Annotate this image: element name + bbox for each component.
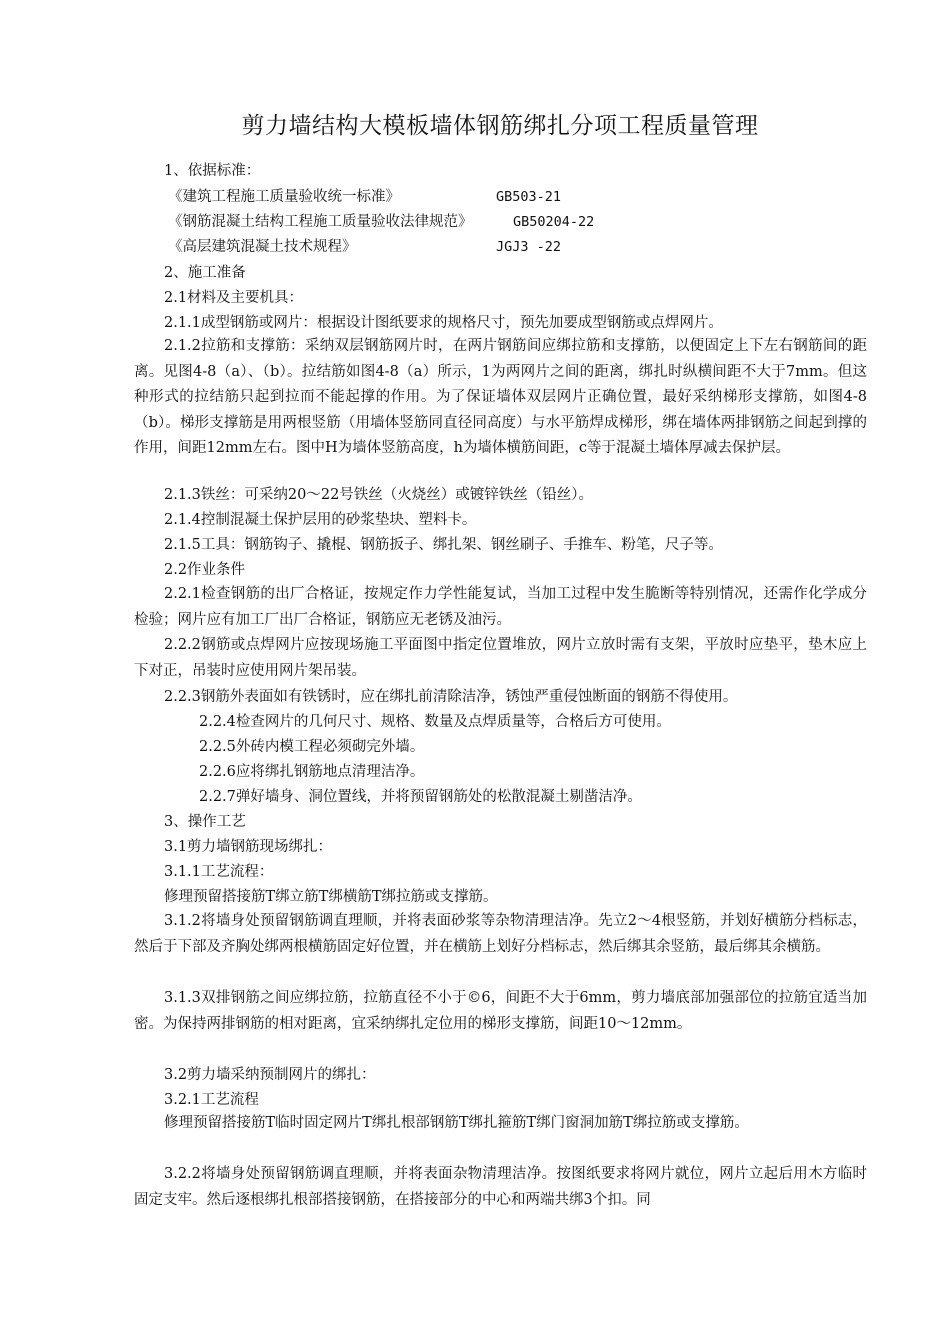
section-3-1-3: 3.1.3双排钢筋之间应绑拉筋，拉筋直径不小于©6，间距不大于6mm，剪力墙底部加强部位的拉筋宜适当加密。为保持两排钢筋的相对距离，宜采纳绑扎定位用的梯形支撑筋，间距10〜12mm。 — [134, 990, 867, 1032]
section-2-1-3: 2.1.3铁丝：可采纳20〜22号铁丝（火烧丝）或镀锌铁丝（铅丝）。 — [164, 487, 594, 503]
section-3-1-1: 3.1.1工艺流程： — [164, 864, 274, 880]
section-2-1: 2.1材料及主要机具： — [164, 290, 304, 306]
document-title: 剪力墙结构大模板墙体钢筋绑扎分项工程质量管理 — [241, 113, 759, 139]
section-2-2-2: 2.2.2钢筋或点焊网片应按现场施工平面图中指定位置堆放，网片立放时需有支架，平放时应垫平，垫木应上下对正，吊装时应使用网片架吊装。 — [134, 637, 867, 679]
section-3-2: 3.2剪力墙采纳预制网片的绑扎： — [164, 1067, 376, 1083]
section-3-1-1-flow: 修理预留搭接筋T绑立筋T绑横筋T绑拉筋或支撑筋。 — [164, 889, 498, 905]
section-2-2-3: 2.2.3钢筋外表面如有铁锈时，应在绑扎前清除洁净，锈蚀严重侵蚀断面的钢筋不得使用。 — [164, 689, 738, 705]
section-3-1: 3.1剪力墙钢筋现场绑扎： — [164, 839, 333, 855]
section-2-2-4: 2.2.4检查网片的几何尺寸、规格、数量及点焊质量等，合格后方可使用。 — [199, 714, 671, 730]
section-1-heading: 1、依据标准： — [164, 163, 261, 179]
section-2-2-6: 2.2.6应将绑扎钢筋地点清理洁净。 — [199, 764, 425, 780]
section-2-2: 2.2作业条件 — [164, 562, 246, 578]
section-3-2-2: 3.2.2将墙身处预留钢筋调直理顺，并将表面杂物清理洁净。按图纸要求将网片就位，网片立起后用木方临时固定支牢。然后逐根绑扎根部搭接钢筋，在搭接部分的中心和两端共绑3个扣。同 — [134, 1166, 867, 1208]
section-2-2-1: 2.2.1检查钢筋的出厂合格证，按规定作力学性能复试，当加工过程中发生脆断等特别情况，还需作化学成分检验；网片应有加工厂出厂合格证，钢筋应无老锈及油污。 — [134, 586, 867, 628]
section-3-1-2: 3.1.2将墙身处预留钢筋调直理顺，并将表面砂浆等杂物清理洁净。先立2〜4根竖筋，并划好横筋分档标志，然后于下部及齐胸处绑两根横筋固定好位置，并在横筋上划好分档标志，然后绑其余竖筋，最后绑其余横筋。 — [134, 913, 867, 955]
section-3-2-1: 3.2.1工艺流程 — [164, 1092, 259, 1108]
standard-name-2: 《钢筋混凝土结构工程施工质量验收法律规范》 — [168, 214, 473, 230]
section-2-1-2: 2.1.2拉筋和支撑筋：采纳双层钢筋网片时，在两片钢筋间应绑拉筋和支撑筋，以便固定上下左右钢筋间的距离。见图4-8（a）、（b）。拉结筋如图4-8（a）所示，1为两网片之间的距离，绑扎时纵横间距不大于7mm。但这种形式的拉结筋只起到拉而不能起撑的作用。为了保证墙体双层网片正确位置，最好采纳梯形支撑筋，如图4-8（b）。梯形支撑筋是用两根竖筋（用墙体竖筋同直径同高度）与水平筋焊成梯形，绑在墙体两排钢筋之间起到撑的作用，间距12mm左右。图中H为墙体竖筋高度，h为墙体横筋间距，c等于混凝土墙体厚减去保护层。 — [134, 338, 867, 456]
section-2-heading: 2、施工准备 — [164, 265, 246, 281]
standard-name-3: 《高层建筑混凝土技术规程》 — [168, 239, 357, 255]
standard-code-2: GB50204-22 — [513, 214, 595, 230]
standard-name-1: 《建筑工程施工质量验收统一标准》 — [168, 189, 400, 205]
standard-code-3: JGJ3 -22 — [496, 239, 562, 255]
section-2-2-5: 2.2.5外砖内模工程必须砌完外墙。 — [199, 739, 425, 755]
section-3-heading: 3、操作工艺 — [164, 814, 246, 830]
section-2-1-5: 2.1.5工具：钢筋钩子、撬棍、钢筋扳子、绑扎架、钢丝刷子、手推车、粉笔，尺子等。 — [164, 537, 723, 553]
section-2-2-7: 2.2.7弹好墙身、洞位置线，并将预留钢筋处的松散混凝土剔凿洁净。 — [199, 789, 642, 805]
standard-code-1: GB503-21 — [496, 189, 562, 205]
section-3-2-1-flow: 修理预留搭接筋T临时固定网片T绑扎根部钢筋T绑扎箍筋T绑门窗洞加筋T绑拉筋或支撑筋。 — [164, 1115, 749, 1131]
section-2-1-1: 2.1.1成型钢筋或网片：根据设计图纸要求的规格尺寸，预先加要成型钢筋或点焊网片。 — [164, 315, 723, 331]
section-2-1-4: 2.1.4控制混凝土保护层用的砂浆垫块、塑料卡。 — [164, 512, 477, 528]
